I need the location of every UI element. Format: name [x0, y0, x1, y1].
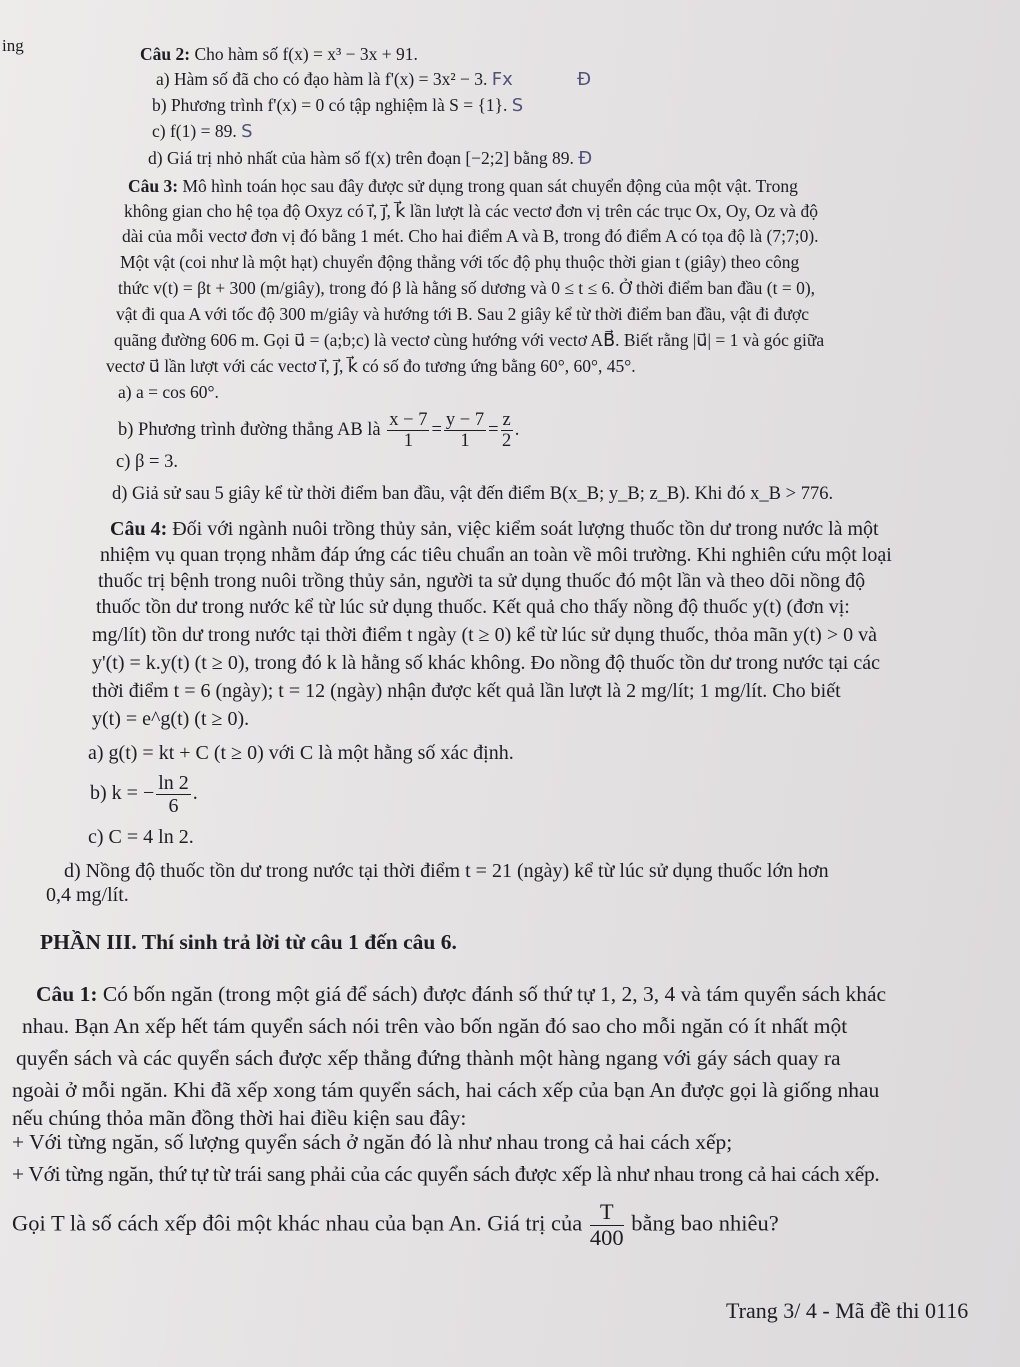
cau3-b-fraction-z [501, 410, 513, 452]
cau3-b-fraction-y [444, 410, 486, 452]
cau3-b-frac1-num: x − 7 [389, 410, 428, 430]
cau4-b-line: b) k = − $\frac{\ln 2}{6}$ . [90, 772, 198, 817]
part3-cau1-line-5: nếu chúng thỏa mãn đồng thời hai điều kiện sau đây: [12, 1106, 467, 1130]
part3-cau1-line-3: quyển sách và các quyển sách được xếp thẳng đứng thành một hàng ngang với gáy sách quay ra [16, 1046, 841, 1070]
cau3-b-line: b) Phương trình đường thẳng AB là $\frac{x - 7}{1}$ = $\frac{y - 7}{1}$ = $\frac{z}{2}$ . [118, 410, 520, 452]
cau4-line-3: thuốc trị bệnh trong nuôi trồng thủy sản, người ta sử dụng thuốc đó một lần và theo dõi nồng độ [98, 570, 866, 592]
cau2-b: b) Phương trình f'(x) = 0 có tập nghiệm là S = {1}. [152, 95, 508, 115]
cau2-a-handwritten-mark: Fx [491, 69, 513, 90]
cau3-b-fraction-x [387, 410, 429, 452]
part3-last-suffix: bằng bao nhiêu? [631, 1210, 779, 1236]
cau2-b-handwritten-mark: S [511, 95, 524, 116]
part3-cau1-line-7: + Với từng ngăn, thứ tự từ trái sang phải của các quyển sách được xếp là như nhau trong cả hai cách xếp. [12, 1162, 880, 1186]
cau2-a-handwritten-mark-2: Đ [577, 69, 592, 90]
cau4-line-2: nhiệm vụ quan trọng nhằm đáp ứng các tiêu chuẩn an toàn về môi trường. Khi nghiên cứu một loại [100, 544, 892, 566]
cau2-d-line [148, 148, 592, 169]
cau4-b-fraction [156, 772, 191, 817]
cau3-d: d) Giả sử sau 5 giây kể từ thời điểm ban đầu, vật đến điểm B(x_B; y_B; z_B). Khi đó x_B > 776. [112, 484, 834, 504]
cau3-a: a) a = cos 60°. [118, 382, 219, 402]
cau3-line-7: quãng đường 606 m. Gọi u⃗ = (a;b;c) là vectơ cùng hướng với vectơ AB⃗. Biết rằng |u⃗| = 1 và góc giữa [114, 330, 825, 350]
cau3-line-5: thức v(t) = βt + 300 (m/giây), trong đó β là hằng số dương và 0 ≤ t ≤ 6. Ở thời điểm ban đầu (t = 0), [118, 278, 816, 298]
cau2-stem-line [140, 44, 418, 65]
cau3-line-3: dài của mỗi vectơ đơn vị đó bằng 1 mét. Cho hai điểm A và B, trong đó điểm A có tọa độ là (7;7;0). [122, 226, 819, 246]
cau4-b-num: ln 2 [158, 772, 189, 794]
cau4-title: Câu 4: [110, 518, 168, 540]
cau4-b-prefix: b) k = − [90, 782, 155, 805]
part3-cau1-text-1: Có bốn ngăn (trong một giá để sách) được đánh số thứ tự 1, 2, 3, 4 và tám quyển sách khác [102, 982, 887, 1006]
cau2-c: c) f(1) = 89. [152, 121, 237, 141]
cau2-title: Câu 2: [140, 44, 191, 64]
cau3-b-prefix: b) Phương trình đường thẳng AB là [118, 420, 381, 441]
cau3-c: c) β = 3. [116, 452, 178, 472]
page-footer: Trang 3/ 4 - Mã đề thi 0116 [726, 1298, 969, 1323]
part3-cau1-line-1 [36, 982, 886, 1007]
cau4-d-line-1: d) Nồng độ thuốc tồn dư trong nước tại thời điểm t = 21 (ngày) kể từ lúc sử dụng thuốc lớn hơn [64, 860, 829, 882]
part3-cau1-line-2: nhau. Bạn An xếp hết tám quyển sách nói trên vào bốn ngăn đó sao cho mỗi ngăn có ít nhất một [22, 1014, 848, 1038]
cau3-line-4: Một vật (coi như là một hạt) chuyển động thẳng với tốc độ phụ thuộc thời gian t (giây) theo công [120, 252, 800, 272]
cau3-title: Câu 3: [128, 176, 179, 196]
cau3-text-1: Mô hình toán học sau đây được sử dụng trong quan sát chuyển động của một vật. Trong [182, 176, 798, 196]
part3-cau1-line-4: ngoài ở mỗi ngăn. Khi đã xếp xong tám quyển sách, hai cách xếp của bạn An được gọi là giống nhau [12, 1078, 880, 1102]
part3-frac-num: T [590, 1200, 624, 1226]
cau3-b-frac2-num: y − 7 [445, 410, 485, 430]
cau2-a-line [156, 69, 591, 90]
cau4-line-5: mg/lít) tồn dư trong nước tại thời điểm t ngày (t ≥ 0) kể từ lúc sử dụng thuốc, thỏa mãn y(t) > 0 và [92, 624, 877, 646]
cau2-c-line [152, 121, 253, 142]
part3-fraction-t-400 [590, 1200, 624, 1251]
cau2-c-handwritten-mark: S [241, 121, 253, 142]
cau3-line-2: không gian cho hệ tọa độ Oxyz có i⃗, j⃗, k⃗ lần lượt là các vectơ đơn vị trên các trục Ox, Oy, Oz và độ [124, 201, 819, 221]
part3-frac-den: 400 [589, 1224, 624, 1250]
part3-cau1-last-line [12, 1200, 779, 1251]
cau2-b-line [152, 95, 523, 116]
cau4-line-1 [110, 518, 879, 541]
cau2-a: a) Hàm số đã cho có đạo hàm là f'(x) = 3x² − 3. [156, 69, 488, 89]
cau4-line-6: y'(t) = k.y(t) (t ≥ 0), trong đó k là hằng số khác không. Đo nồng độ thuốc tồn dư trong nước tại các [92, 652, 880, 674]
cau4-line-8: y(t) = e^g(t) (t ≥ 0). [92, 708, 250, 730]
cau4-a: a) g(t) = kt + C (t ≥ 0) với C là một hằng số xác định. [88, 742, 514, 764]
cau3-b-frac2-den: 1 [460, 431, 470, 452]
part3-cau1-line-6: + Với từng ngăn, số lượng quyển sách ở ngăn đó là như nhau trong cả hai cách xếp; [12, 1130, 733, 1154]
cau4-d-line-2: 0,4 mg/lít. [46, 884, 129, 906]
cau4-line-7: thời điểm t = 6 (ngày); t = 12 (ngày) nhận được kết quả lần lượt là 2 mg/lít; 1 mg/lít. Cho biết [92, 680, 841, 702]
cau4-b-den: 6 [168, 795, 179, 817]
part3-heading: PHẦN III. Thí sinh trả lời từ câu 1 đến câu 6. [40, 930, 457, 954]
cut-edge-text: ing [2, 36, 24, 55]
cau3-line-1 [128, 176, 798, 197]
cau4-c: c) C = 4 ln 2. [88, 826, 194, 848]
cau3-line-8: vectơ u⃗ lần lượt với các vectơ i⃗, j⃗, k⃗ có số đo tương ứng bằng 60°, 60°, 45°. [106, 356, 636, 376]
cau2-d-handwritten-mark: Đ [578, 148, 593, 169]
cau3-b-frac1-den: 1 [403, 431, 413, 452]
cau2-stem: Cho hàm số f(x) = x³ − 3x + 91. [194, 44, 418, 64]
cau3-line-6: vật đi qua A với tốc độ 300 m/giây và hướng tới B. Sau 2 giây kể từ thời điểm ban đầu, vật đi được [116, 304, 809, 324]
part3-cau1-title: Câu 1: [36, 982, 98, 1006]
cau2-d: d) Giá trị nhỏ nhất của hàm số f(x) trên đoạn [−2;2] bằng 89. [148, 148, 574, 168]
cau3-b-frac3-den: 2 [502, 431, 512, 452]
part3-last-prefix: Gọi T là số cách xếp đôi một khác nhau của bạn An. Giá trị của [12, 1210, 583, 1236]
cau3-b-frac3-num: z [502, 410, 511, 430]
cau4-text-1: Đối với ngành nuôi trồng thủy sản, việc kiểm soát lượng thuốc tồn dư trong nước là một [172, 518, 879, 540]
cau4-line-4: thuốc tồn dư trong nước kể từ lúc sử dụng thuốc. Kết quả cho thấy nồng độ thuốc y(t) (đơn vị: [96, 596, 850, 618]
